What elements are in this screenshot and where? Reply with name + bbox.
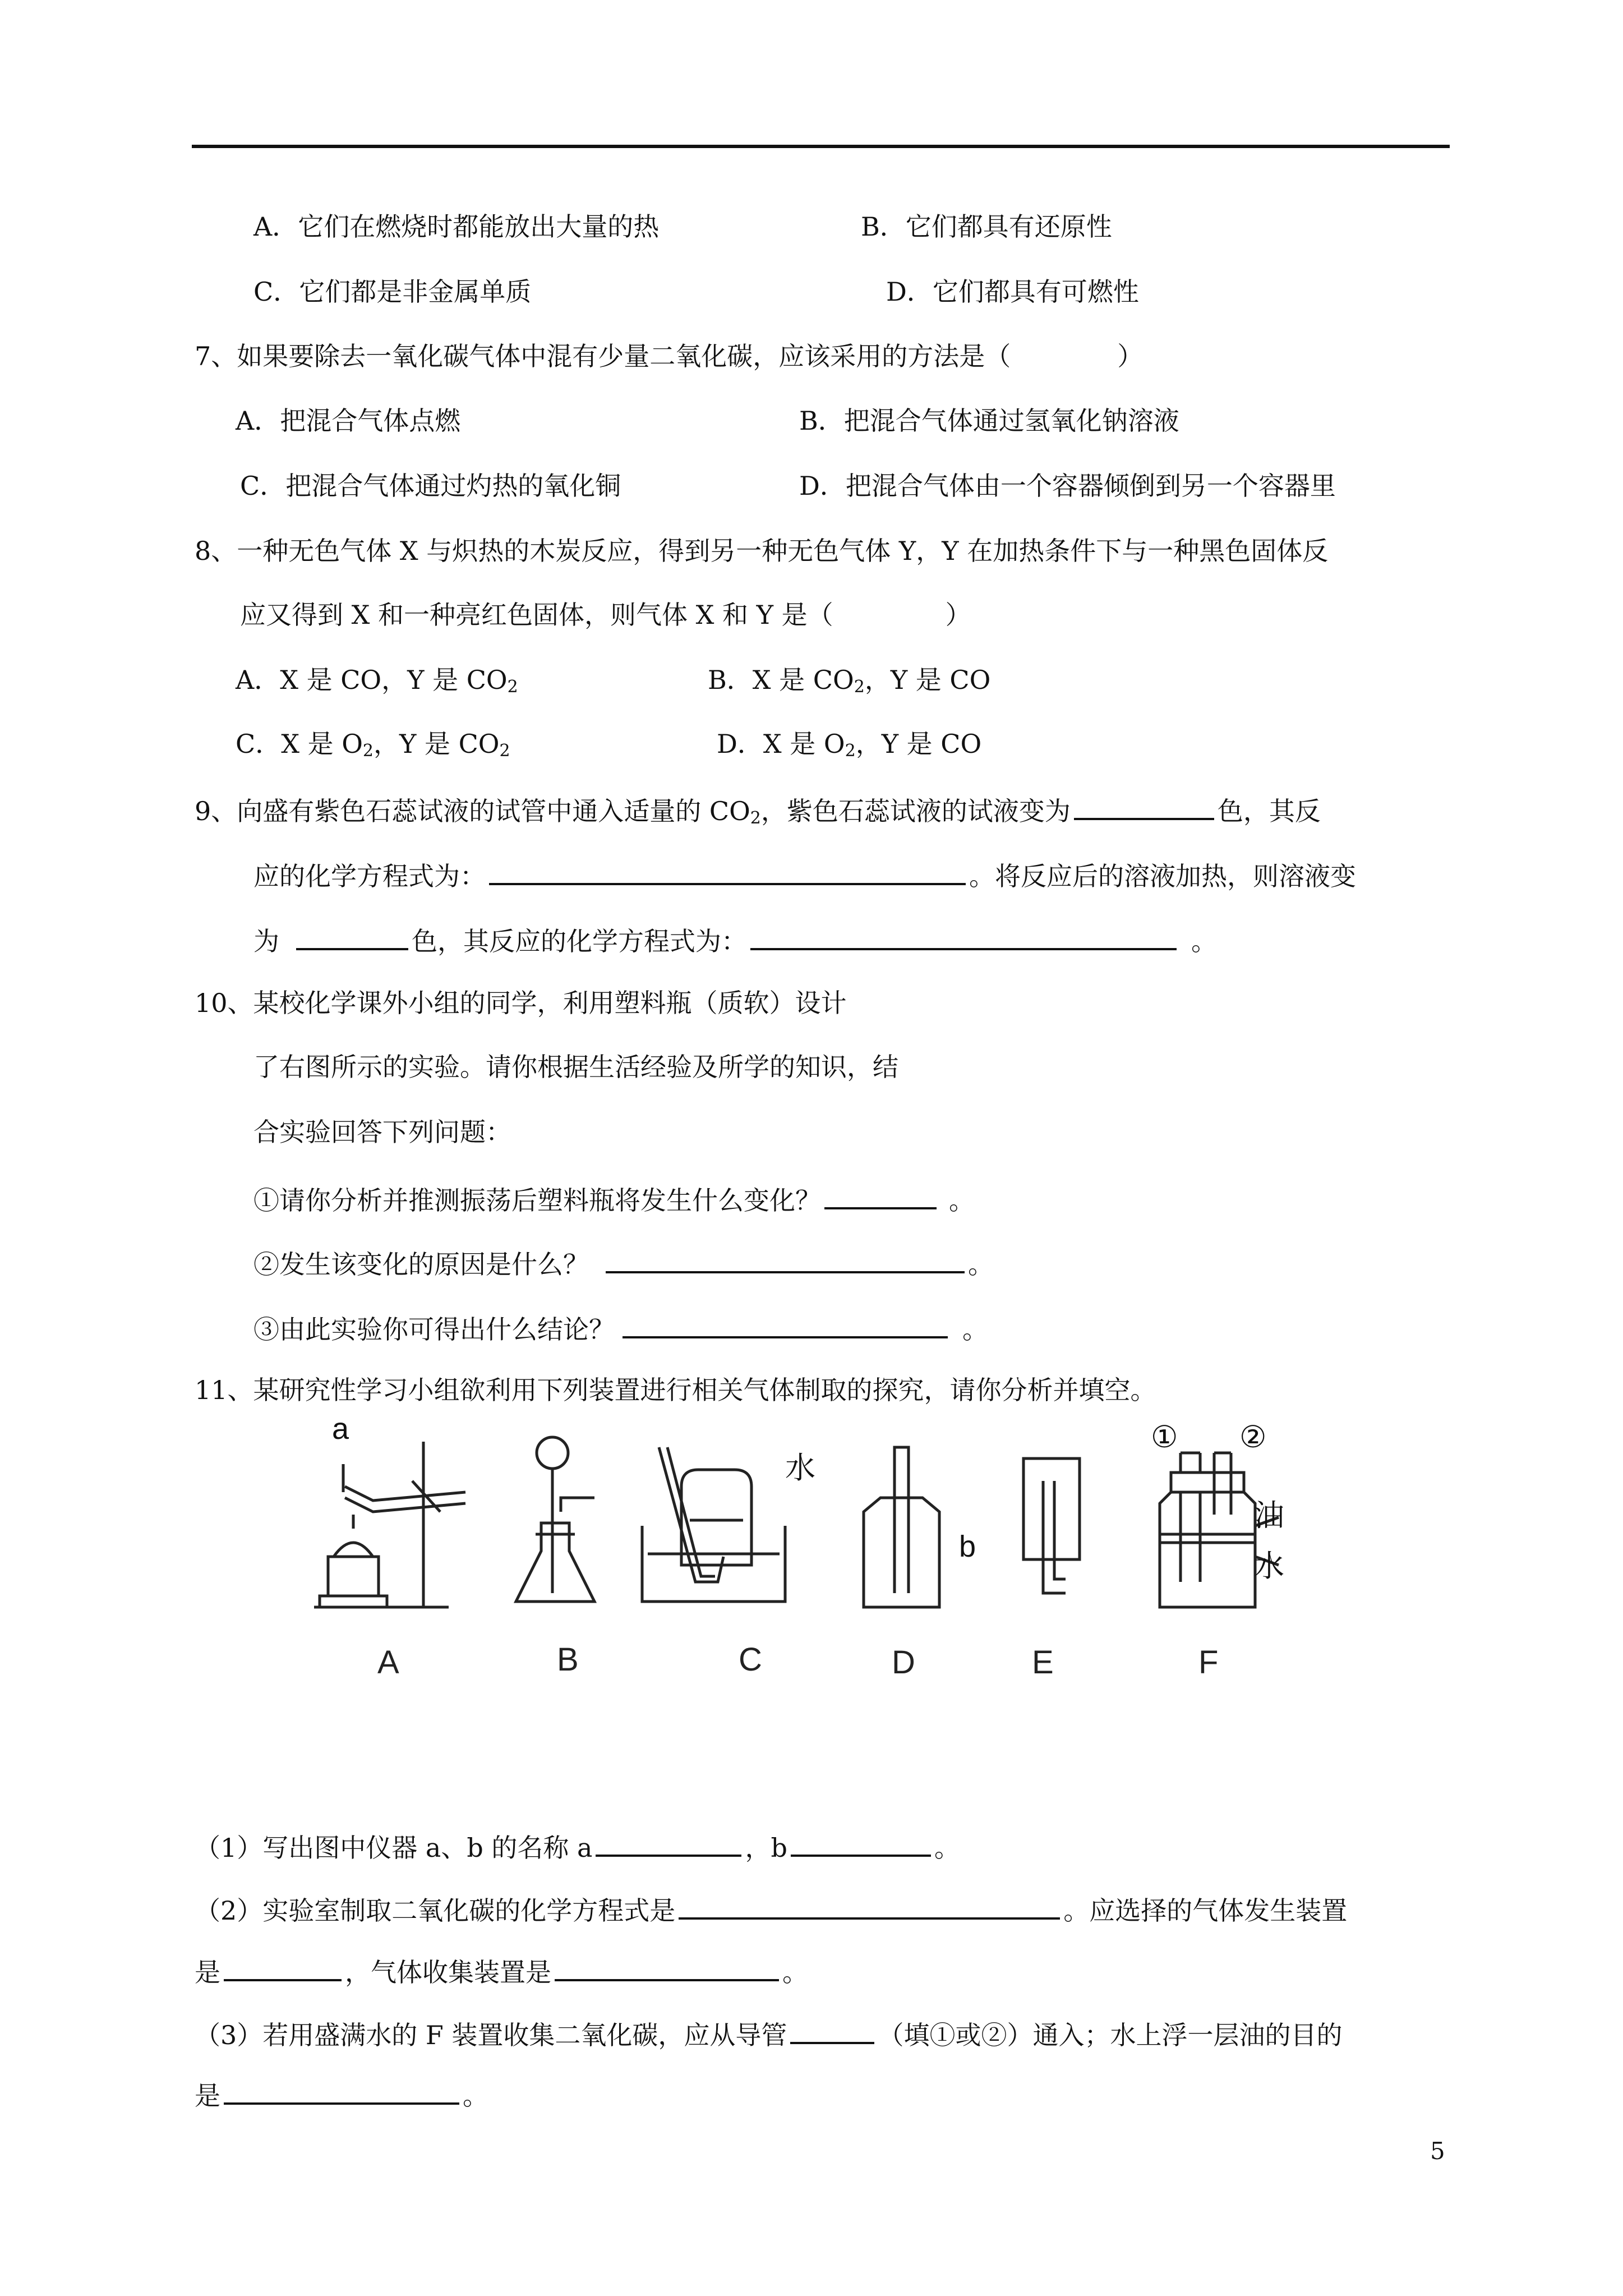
q11-blank-generator[interactable]: [224, 1952, 342, 1981]
q7-option-b: B．把混合气体通过氢氧化钠溶液: [799, 406, 1179, 436]
q11-part3b-end: 。: [463, 2081, 488, 2111]
figure-label-e: E: [1032, 1644, 1054, 1681]
q9-line2: [253, 856, 1356, 890]
q9-line1-sub: 2: [750, 808, 761, 828]
q9-equation-blank-1[interactable]: [489, 856, 966, 885]
q9-color-blank-2[interactable]: [296, 921, 408, 950]
q11-part2b-text: 是: [195, 1957, 220, 1987]
q8-stem-line2-close: ）: [945, 600, 971, 630]
q11-part2b-mid: ，气体收集装置是: [345, 1957, 551, 1987]
q9-line1-mid: ，紫色石蕊试液的试液变为: [760, 796, 1071, 826]
figure-label-d: D: [892, 1644, 915, 1681]
q11-part3-text: （3）若用盛满水的 F 装置收集二氧化碳，应从导管: [195, 2020, 787, 2050]
apparatus-figure: [303, 1414, 1290, 1705]
q8-option-d-text: D．X 是 O: [717, 729, 845, 759]
q11-blank-port[interactable]: [790, 2015, 874, 2044]
q10-line1: 10、某校化学课外小组的同学，利用塑料瓶（质软）设计: [195, 988, 847, 1018]
q8-option-d: [717, 727, 981, 761]
q11-stem: 11、某研究性学习小组欲利用下列装置进行相关气体制取的探究，请你分析并填空。: [195, 1375, 1156, 1405]
label-oil: 油: [1254, 1499, 1284, 1533]
q10-sub3-text: ③由此实验你可得出什么结论？: [253, 1314, 615, 1345]
q11-blank-oil-purpose[interactable]: [224, 2076, 459, 2105]
q9-line3-post: 。: [1191, 926, 1217, 956]
q7-option-c: C．把混合气体通过灼热的氧化铜: [240, 471, 621, 501]
q9-color-blank-1[interactable]: [1074, 791, 1214, 820]
q7-stem: [195, 339, 1143, 373]
q11-part2-text: （2）实验室制取二氧化碳的化学方程式是: [195, 1895, 676, 1926]
q9-line2-text: 应的化学方程式为：: [253, 861, 486, 891]
figure-label-f: F: [1198, 1644, 1219, 1681]
q8-stem-line2-text: 应又得到 X 和一种亮红色固体，则气体 X 和 Y 是（: [240, 600, 833, 630]
figure-label-c: C: [739, 1641, 762, 1678]
q9-line1-text: 9、向盛有紫色石蕊试液的试管中通入适量的 CO: [195, 796, 750, 826]
q10-line3: 合实验回答下列问题：: [253, 1117, 511, 1147]
q10-answer-blank-2[interactable]: [606, 1244, 965, 1273]
q11-part3-post: （填①或②）通入；水上浮一层油的目的: [878, 2020, 1343, 2050]
q8-option-c-mid: ，Y 是 CO: [374, 729, 500, 759]
q11-part3b: [195, 2076, 488, 2109]
q10-answer-blank-1[interactable]: [824, 1180, 937, 1209]
q11-part2b: [195, 1952, 808, 1986]
header-rule: [192, 145, 1450, 148]
q8-option-c: [236, 727, 510, 761]
apparatus-svg: [303, 1414, 1290, 1705]
q10-sub2-text: ②发生该变化的原因是什么？: [253, 1249, 589, 1280]
q8-option-c-text: C．X 是 O: [236, 729, 363, 759]
q8-option-b: [708, 663, 990, 697]
q8-option-c-sub2: 2: [499, 741, 510, 761]
q8-option-b-text: B．X 是 CO: [708, 665, 854, 695]
q6-option-b: B．它们都具有还原性: [861, 211, 1112, 242]
apparatus-a: [314, 1442, 465, 1607]
label-port-1: ①: [1151, 1420, 1178, 1454]
q11-blank-a[interactable]: [596, 1828, 741, 1857]
q11-blank-b[interactable]: [791, 1828, 931, 1857]
page-number: 5: [1430, 2137, 1445, 2165]
figure-label-a: A: [377, 1644, 399, 1681]
q8-option-d-post: ，Y 是 CO: [855, 729, 982, 759]
label-water-c: 水: [785, 1451, 815, 1485]
q11-part1-end: 。: [934, 1833, 960, 1863]
q8-option-a: [236, 663, 518, 697]
label-b-instrument: b: [959, 1530, 976, 1563]
q11-blank-collector[interactable]: [555, 1952, 779, 1981]
q8-option-b-sub: 2: [854, 677, 865, 697]
q10-line2: 了右图所示的实验。请你根据生活经验及所学的知识，结: [253, 1052, 898, 1082]
q10-sub2: [253, 1244, 994, 1278]
label-a-instrument: a: [332, 1414, 349, 1446]
q10-sub3-end: 。: [962, 1314, 988, 1345]
q6-option-d: D．它们都具有可燃性: [886, 277, 1139, 307]
q9-line3-text: 为: [253, 926, 279, 956]
q7-stem-text: 7、如果要除去一氧化碳气体中混有少量二氧化碳，应该采用的方法是（: [195, 341, 1011, 371]
apparatus-d: [864, 1447, 939, 1607]
apparatus-b: [516, 1437, 594, 1602]
figure-label-b: B: [557, 1641, 579, 1678]
q11-part1-mid: ，b: [745, 1833, 787, 1863]
q11-blank-equation[interactable]: [679, 1890, 1060, 1920]
q7-option-d: D．把混合气体由一个容器倾倒到另一个容器里: [799, 471, 1336, 501]
apparatus-e: [1023, 1458, 1080, 1593]
q10-answer-blank-3[interactable]: [623, 1309, 948, 1338]
label-port-2: ②: [1239, 1420, 1267, 1454]
q10-sub1-text: ①请你分析并推测振荡后塑料瓶将发生什么变化？: [253, 1185, 821, 1216]
q8-option-a-sub: 2: [507, 677, 518, 697]
q6-option-c: C．它们都是非金属单质: [253, 277, 532, 307]
q11-part1-text: （1）写出图中仪器 a、b 的名称 a: [195, 1833, 593, 1863]
q9-line2-post: 。将反应后的溶液加热，则溶液变: [969, 861, 1356, 891]
label-water-f: 水: [1254, 1549, 1284, 1583]
q10-sub3: [253, 1309, 988, 1343]
q9-equation-blank-2[interactable]: [750, 921, 1177, 950]
q7-option-a: A．把混合气体点燃: [236, 406, 461, 436]
q8-stem-line1: 8、一种无色气体 X 与炽热的木炭反应，得到另一种无色气体 Y，Y 在加热条件下与一种黑色固体反: [195, 536, 1329, 566]
q9-line3-mid: 色，其反应的化学方程式为：: [412, 926, 747, 956]
q11-part1: [195, 1828, 960, 1861]
q10-sub1: [253, 1180, 975, 1214]
q8-stem-line2: [240, 598, 971, 632]
q6-option-a: A．它们在燃烧时都能放出大量的热: [253, 211, 660, 242]
q8-option-a-text: A．X 是 CO，Y 是 CO: [236, 665, 508, 695]
q8-option-b-post: ，Y 是 CO: [864, 665, 991, 695]
q8-option-c-sub: 2: [362, 741, 374, 761]
q11-part3: [195, 2015, 1342, 2049]
q9-line1: [195, 791, 1321, 828]
q11-part2-post: 。应选择的气体发生装置: [1063, 1895, 1348, 1926]
q9-line1-post: 色，其反: [1217, 796, 1321, 826]
q8-option-d-sub: 2: [845, 741, 856, 761]
q11-part2: [195, 1890, 1347, 1924]
q11-part3b-text: 是: [195, 2081, 220, 2111]
q7-stem-close: ）: [1117, 341, 1144, 371]
q10-sub2-end: 。: [968, 1249, 994, 1280]
q10-sub1-end: 。: [949, 1185, 975, 1216]
apparatus-c: [642, 1447, 785, 1602]
q9-line3: [253, 921, 1217, 955]
q11-part2b-end: 。: [782, 1957, 808, 1987]
